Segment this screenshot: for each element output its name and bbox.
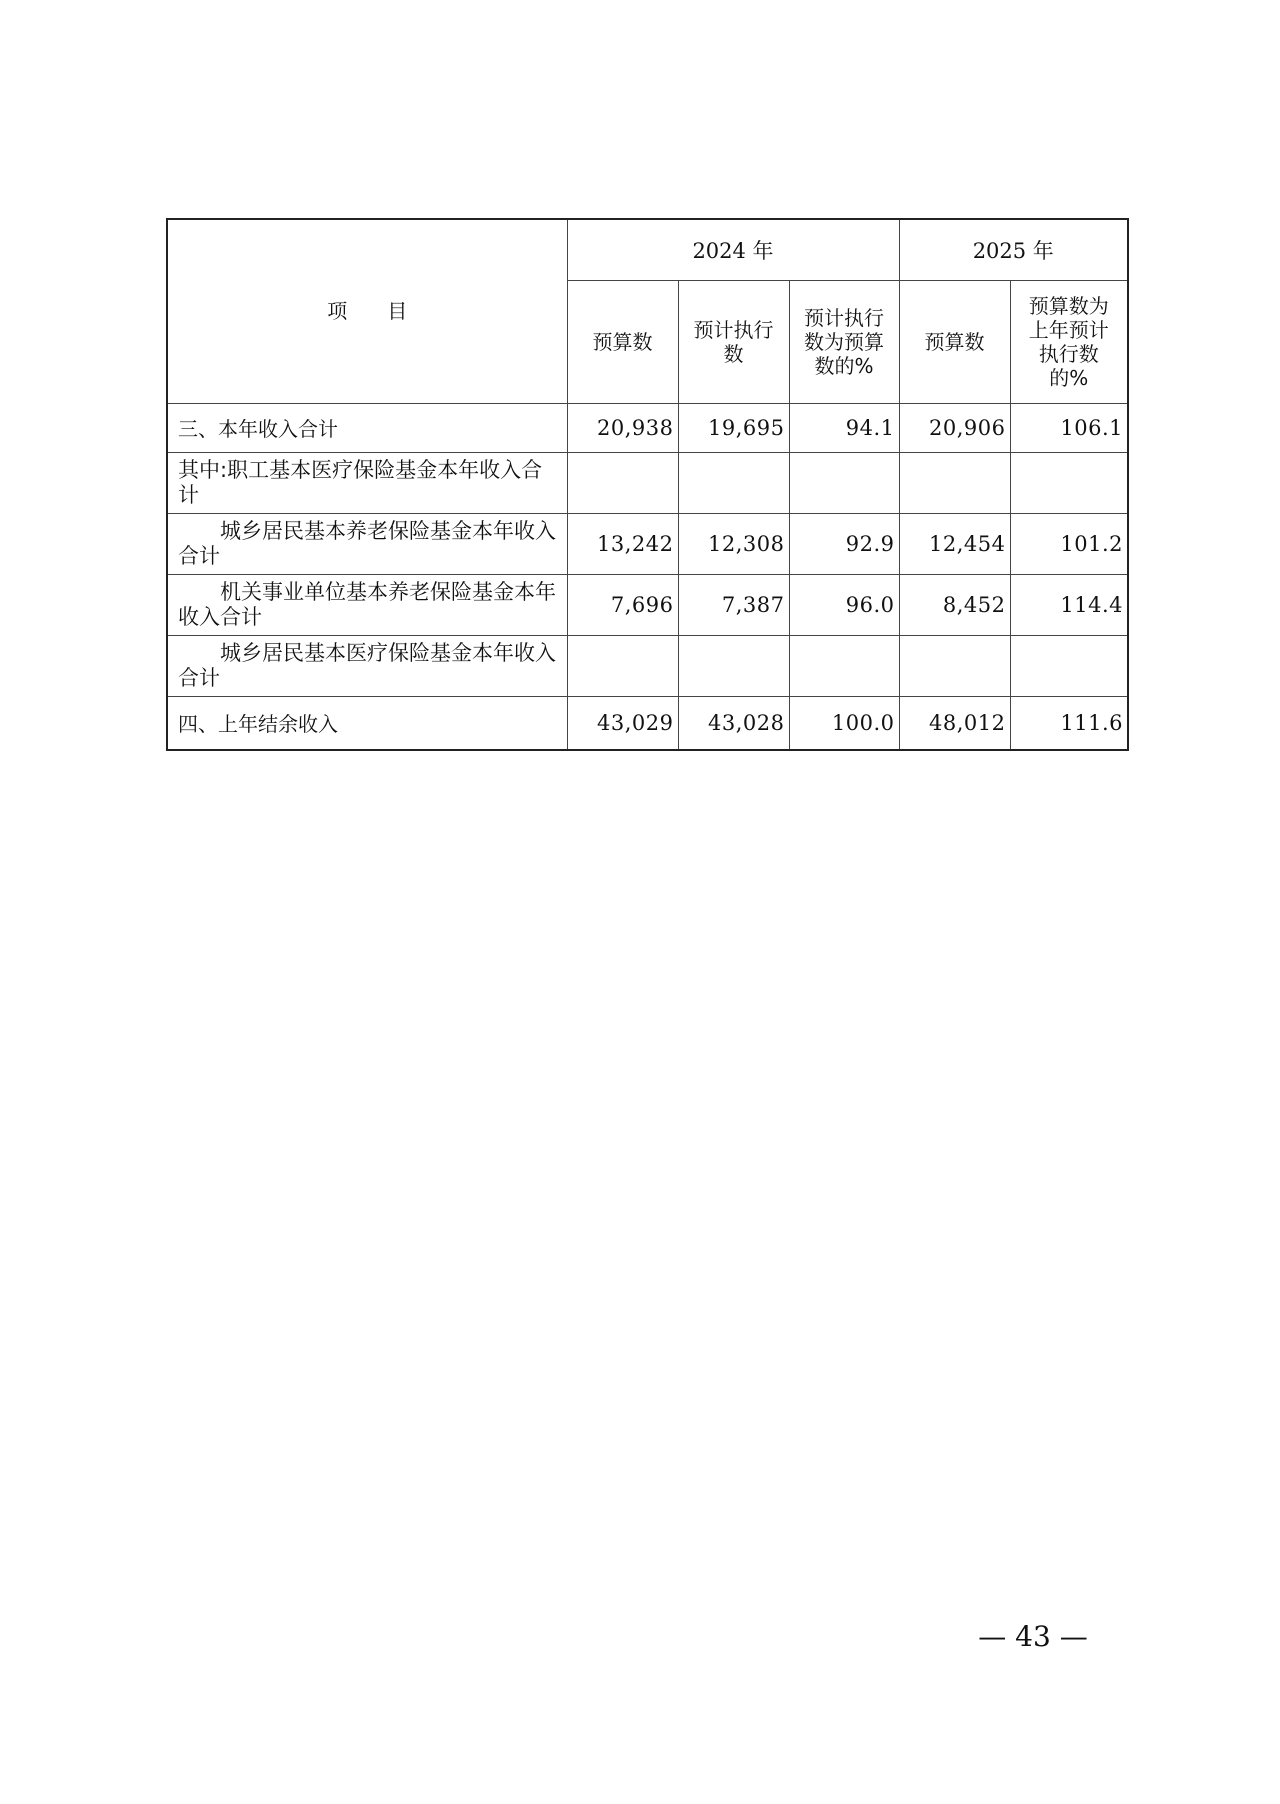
- header-item: 项 目: [167, 219, 567, 403]
- row-label: 机关事业单位基本养老保险基金本年收入合计: [167, 574, 567, 635]
- table-row: [167, 513, 1128, 574]
- cell-budget-2025: 8,452: [899, 574, 1010, 635]
- cell-estimated-2024: 19,695: [678, 403, 789, 452]
- cell-budget-2024: 43,029: [567, 696, 678, 750]
- cell-budget-2025: [899, 635, 1010, 696]
- cell-budget-2024: [567, 635, 678, 696]
- cell-pct-2025: [1010, 452, 1128, 513]
- cell-estimated-2024: [678, 452, 789, 513]
- cell-pct-2025: 106.1: [1010, 403, 1128, 452]
- row-label: 城乡居民基本养老保险基金本年收入合计: [167, 513, 567, 574]
- cell-pct-2024: [789, 452, 899, 513]
- cell-budget-2024: 20,938: [567, 403, 678, 452]
- table-row: [167, 403, 1128, 452]
- table-row: [167, 574, 1128, 635]
- cell-pct-2024: 92.9: [789, 513, 899, 574]
- header-pct-2025: 预算数为上年预计执行数的%: [1010, 280, 1128, 403]
- cell-estimated-2024: 12,308: [678, 513, 789, 574]
- cell-pct-2024: 94.1: [789, 403, 899, 452]
- header-estimated-2024: 预计执行数: [678, 280, 789, 403]
- row-label: 四、上年结余收入: [167, 696, 567, 750]
- header-budget-2024: 预算数: [567, 280, 678, 403]
- table-row: [167, 696, 1128, 750]
- cell-budget-2025: [899, 452, 1010, 513]
- cell-budget-2024: 13,242: [567, 513, 678, 574]
- cell-budget-2025: 12,454: [899, 513, 1010, 574]
- cell-pct-2025: 111.6: [1010, 696, 1128, 750]
- row-label: 其中:职工基本医疗保险基金本年收入合计: [167, 452, 567, 513]
- cell-pct-2025: [1010, 635, 1128, 696]
- header-year-2024: 2024 年: [567, 219, 899, 280]
- row-label: 城乡居民基本医疗保险基金本年收入合计: [167, 635, 567, 696]
- cell-estimated-2024: 7,387: [678, 574, 789, 635]
- cell-estimated-2024: 43,028: [678, 696, 789, 750]
- budget-table: [166, 218, 1129, 751]
- cell-pct-2024: 96.0: [789, 574, 899, 635]
- cell-pct-2025: 114.4: [1010, 574, 1128, 635]
- table-row: [167, 452, 1128, 513]
- cell-pct-2024: 100.0: [789, 696, 899, 750]
- page-number: — 43 —: [978, 1620, 1088, 1653]
- header-year-2025: 2025 年: [899, 219, 1128, 280]
- cell-budget-2024: 7,696: [567, 574, 678, 635]
- cell-estimated-2024: [678, 635, 789, 696]
- cell-budget-2025: 48,012: [899, 696, 1010, 750]
- cell-pct-2025: 101.2: [1010, 513, 1128, 574]
- table-row: [167, 635, 1128, 696]
- row-label: 三、本年收入合计: [167, 403, 567, 452]
- cell-budget-2025: 20,906: [899, 403, 1010, 452]
- cell-pct-2024: [789, 635, 899, 696]
- cell-budget-2024: [567, 452, 678, 513]
- header-budget-2025: 预算数: [899, 280, 1010, 403]
- header-pct-2024: 预计执行数为预算数的%: [789, 280, 899, 403]
